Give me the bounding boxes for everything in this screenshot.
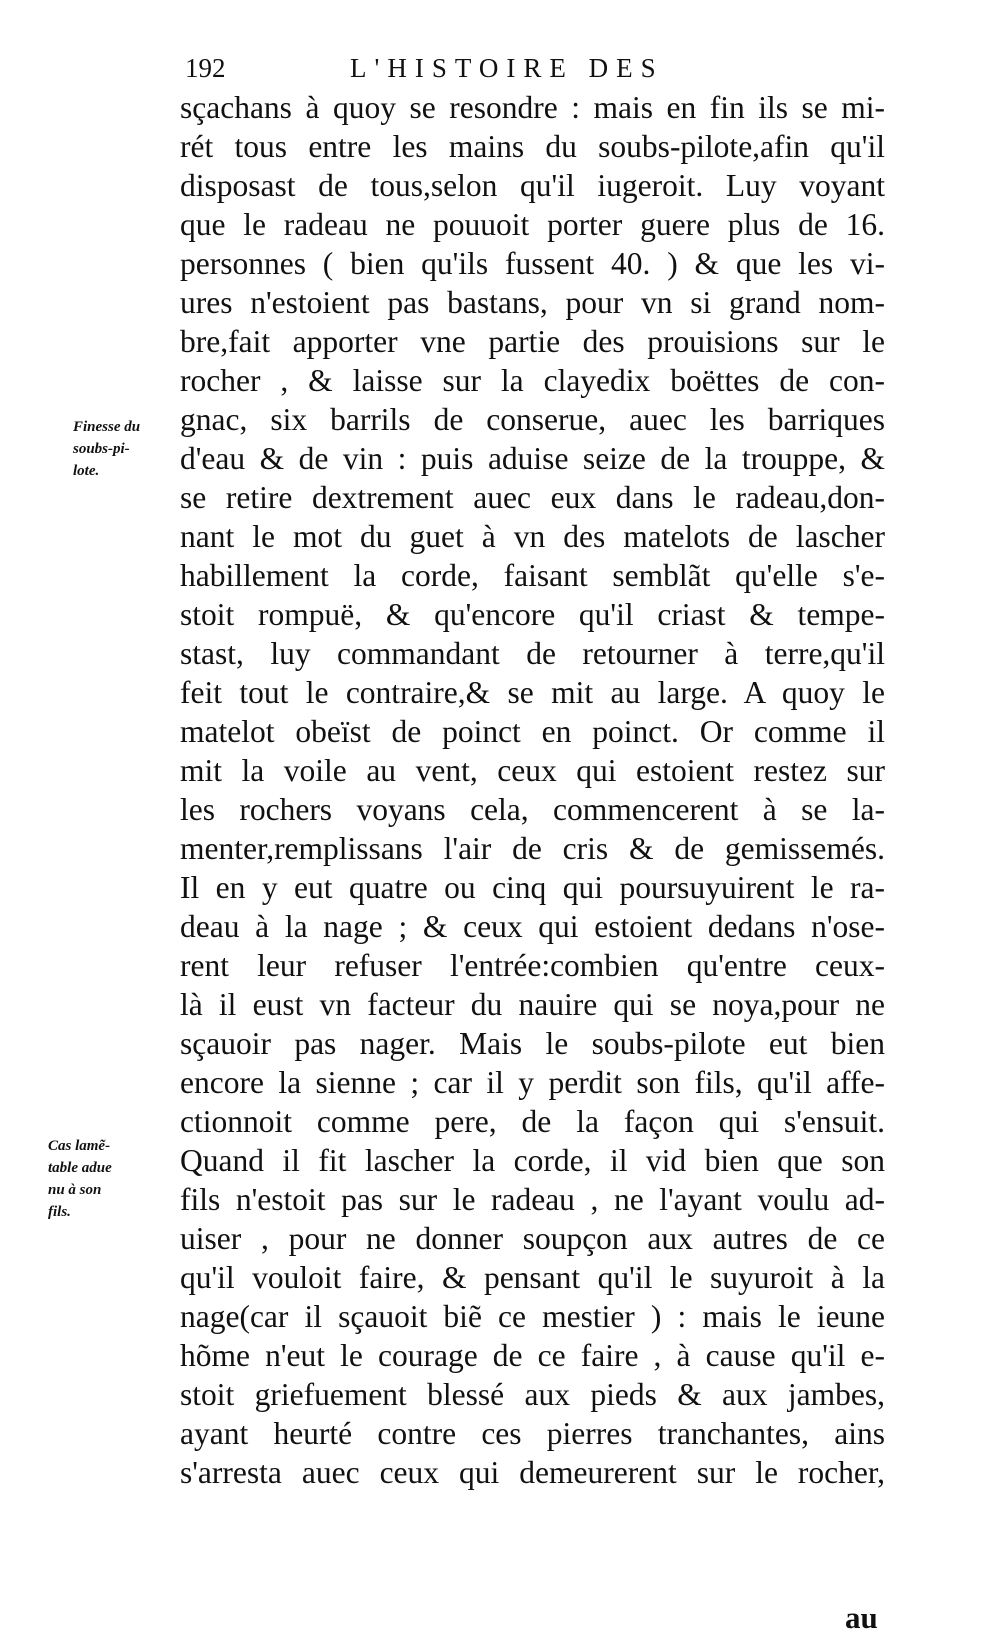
page-number: 192 [185, 53, 226, 83]
margin-note-line: table adue [48, 1160, 112, 1176]
text-line: là il eust vn facteur du nauire qui se noya,pour ne [180, 987, 885, 1022]
text-line: Il en y eut quatre ou cinq qui poursuyuirent le ra- [180, 870, 885, 905]
text-line: rét tous entre les mains du soubs-pilote,afin qu'il [180, 129, 885, 164]
text-line: deau à la nage ; & ceux qui estoient dedans n'ose- [180, 909, 885, 944]
text-line: matelot obeïst de poinct en poinct. Or comme il [180, 714, 885, 749]
text-line: ayant heurté contre ces pierres tranchantes, ains [180, 1416, 885, 1451]
text-line: Quand il fit lascher la corde, il vid bien que son [180, 1143, 885, 1178]
text-line: gnac, six barrils de conserue, auec les barriques [180, 402, 885, 437]
margin-note-line: fils. [48, 1204, 71, 1220]
text-line: stoit rompuë, & qu'encore qu'il criast & tempe- [180, 597, 885, 632]
text-line: feit tout le contraire,& se mit au large. A quoy le [180, 675, 885, 710]
margin-note-line: Finesse du [73, 419, 141, 435]
text-line: rent leur refuser l'entrée:combien qu'entre ceux- [180, 948, 885, 983]
text-line: nage(car il sçauoit biẽ ce mestier ) : mais le ieune [180, 1299, 885, 1334]
body-text [180, 88, 885, 1492]
text-line: sçauoir pas nager. Mais le soubs-pilote eut bien [180, 1026, 885, 1061]
text-line: rocher , & laisse sur la clayedix boëttes de con- [180, 363, 885, 398]
margin-note-line: nu à son [48, 1182, 102, 1198]
text-line: bre,fait apporter vne partie des prouisions sur le [180, 324, 885, 359]
margin-note-line: lote. [73, 463, 100, 479]
page-header [185, 48, 885, 88]
catchword: au [845, 1600, 878, 1635]
text-line: ctionnoit comme pere, de la façon qui s'ensuit. [180, 1104, 885, 1139]
text-line: se retire dextrement auec eux dans le radeau,don- [180, 480, 885, 515]
text-line: sçachans à quoy se resondre : mais en fin ils se mi- [180, 90, 885, 125]
text-line: mit la voile au vent, ceux qui estoient restez sur [180, 753, 885, 788]
text-line: stoit griefuement blessé aux pieds & aux jambes, [180, 1377, 885, 1412]
text-line: encore la sienne ; car il y perdit son fils, qu'il affe- [180, 1065, 885, 1100]
text-line: hõme n'eut le courage de ce faire , à cause qu'il e- [180, 1338, 885, 1373]
running-title: L'HISTOIRE DES [350, 53, 664, 83]
text-line: uiser , pour ne donner soupçon aux autres de ce [180, 1221, 885, 1256]
text-line: personnes ( bien qu'ils fussent 40. ) & que les vi- [180, 246, 885, 281]
text-line: que le radeau ne pouuoit porter guere plus de 16. [180, 207, 885, 242]
margin-note-cas-lamentable [48, 1135, 168, 1223]
text-line: disposast de tous,selon qu'il iugeroit. Luy voyant [180, 168, 885, 203]
margin-note-line: Cas lamẽ- [48, 1138, 111, 1154]
margin-note-line: soubs-pi- [73, 441, 130, 457]
text-line: s'arresta auec ceux qui demeurerent sur le rocher, [180, 1455, 885, 1490]
text-line: menter,remplissans l'air de cris & de gemissemés. [180, 831, 885, 866]
margin-note-finesse [73, 416, 178, 482]
text-line: d'eau & de vin : puis aduise seize de la trouppe, & [180, 441, 885, 476]
text-line: nant le mot du guet à vn des matelots de lascher [180, 519, 885, 554]
text-line: qu'il vouloit faire, & pensant qu'il le suyuroit à la [180, 1260, 885, 1295]
text-line: habillement la corde, faisant semblãt qu'elle s'e- [180, 558, 885, 593]
text-line: ures n'estoient pas bastans, pour vn si grand nom- [180, 285, 885, 320]
text-line: les rochers voyans cela, commencerent à se la- [180, 792, 885, 827]
text-line: stast, luy commandant de retourner à terre,qu'il [180, 636, 885, 671]
text-line: fils n'estoit pas sur le radeau , ne l'ayant voulu ad- [180, 1182, 885, 1217]
